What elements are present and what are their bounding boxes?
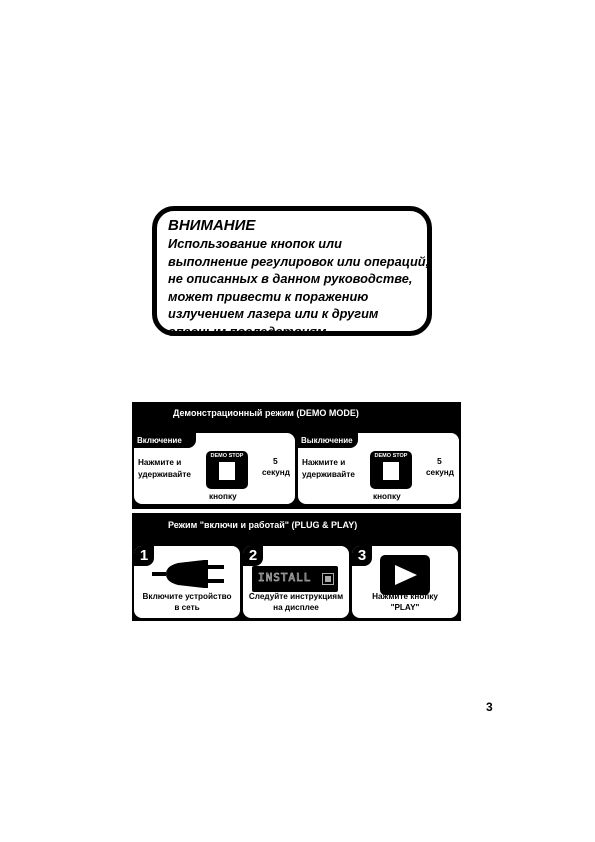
warning-line: опасным последствиям. [168, 323, 330, 339]
plug-and-play-panel [132, 513, 461, 621]
step-1-card [134, 546, 240, 618]
display-indicator-icon [322, 573, 334, 585]
play-button-icon [380, 555, 430, 595]
demo-on-instruction [138, 457, 191, 481]
warning-line: может привести к поражению [168, 288, 369, 304]
warning-box [152, 206, 432, 339]
demo-stop-button [206, 451, 248, 489]
display-icon [252, 566, 338, 592]
page-number: 3 [486, 700, 493, 714]
demo-off-tab: Выключение [298, 433, 358, 448]
hold-line: удерживайте [138, 470, 191, 479]
button-square-icon [219, 462, 235, 480]
step-number: 1 [134, 546, 154, 566]
press-line: Нажмите и [302, 458, 346, 467]
demo-stop-label: DEMO STOP [210, 453, 244, 459]
warning-line: Использование кнопок или [168, 236, 342, 251]
demo-mode-panel [132, 402, 461, 509]
demo-stop-label: DEMO STOP [374, 453, 408, 459]
demo-mode-title: Демонстрационный режим (DEMO MODE) [173, 408, 359, 418]
play-icon [393, 563, 419, 587]
display-text: INSTALL [258, 571, 312, 584]
seconds-word: секунд [426, 468, 454, 477]
seconds-number: 5 [437, 456, 442, 466]
button-word: кнопку [373, 492, 401, 501]
seconds-number: 5 [273, 456, 278, 466]
demo-on-card [134, 433, 295, 504]
step-number: 2 [243, 546, 263, 566]
step-2-caption [243, 592, 349, 613]
warning-title: ВНИМАНИЕ [168, 217, 256, 234]
step-3-card [352, 546, 458, 618]
demo-stop-button [370, 451, 412, 489]
caption-line: Включите устройство [142, 592, 232, 601]
seconds-word: секунд [262, 468, 290, 477]
hold-line: удерживайте [302, 470, 355, 479]
plug-and-play-title: Режим "включи и работай" (PLUG & PLAY) [168, 520, 358, 530]
step-number: 3 [352, 546, 372, 566]
caption-line: Следуйте инструкциям [248, 592, 344, 601]
press-line: Нажмите и [138, 458, 182, 467]
warning-line: излучением лазера или к другим [168, 306, 379, 322]
caption-line: Нажмите кнопку [372, 592, 438, 601]
demo-off-instruction [302, 457, 355, 481]
step-3-caption [352, 592, 458, 613]
caption-line: в сеть [174, 602, 200, 612]
warning-line: не описанных в данном руководстве, [168, 271, 413, 287]
warning-line: выполнение регулировок или операций, [168, 253, 430, 269]
demo-on-tab: Включение [134, 433, 196, 448]
step-1-caption [134, 592, 240, 613]
power-plug-icon [150, 556, 230, 592]
caption-line: "PLAY" [390, 602, 420, 612]
step-2-card [243, 546, 349, 618]
button-square-icon [383, 462, 399, 480]
caption-line: на дисплее [273, 602, 319, 612]
button-word: кнопку [209, 492, 237, 501]
demo-off-card [298, 433, 459, 504]
